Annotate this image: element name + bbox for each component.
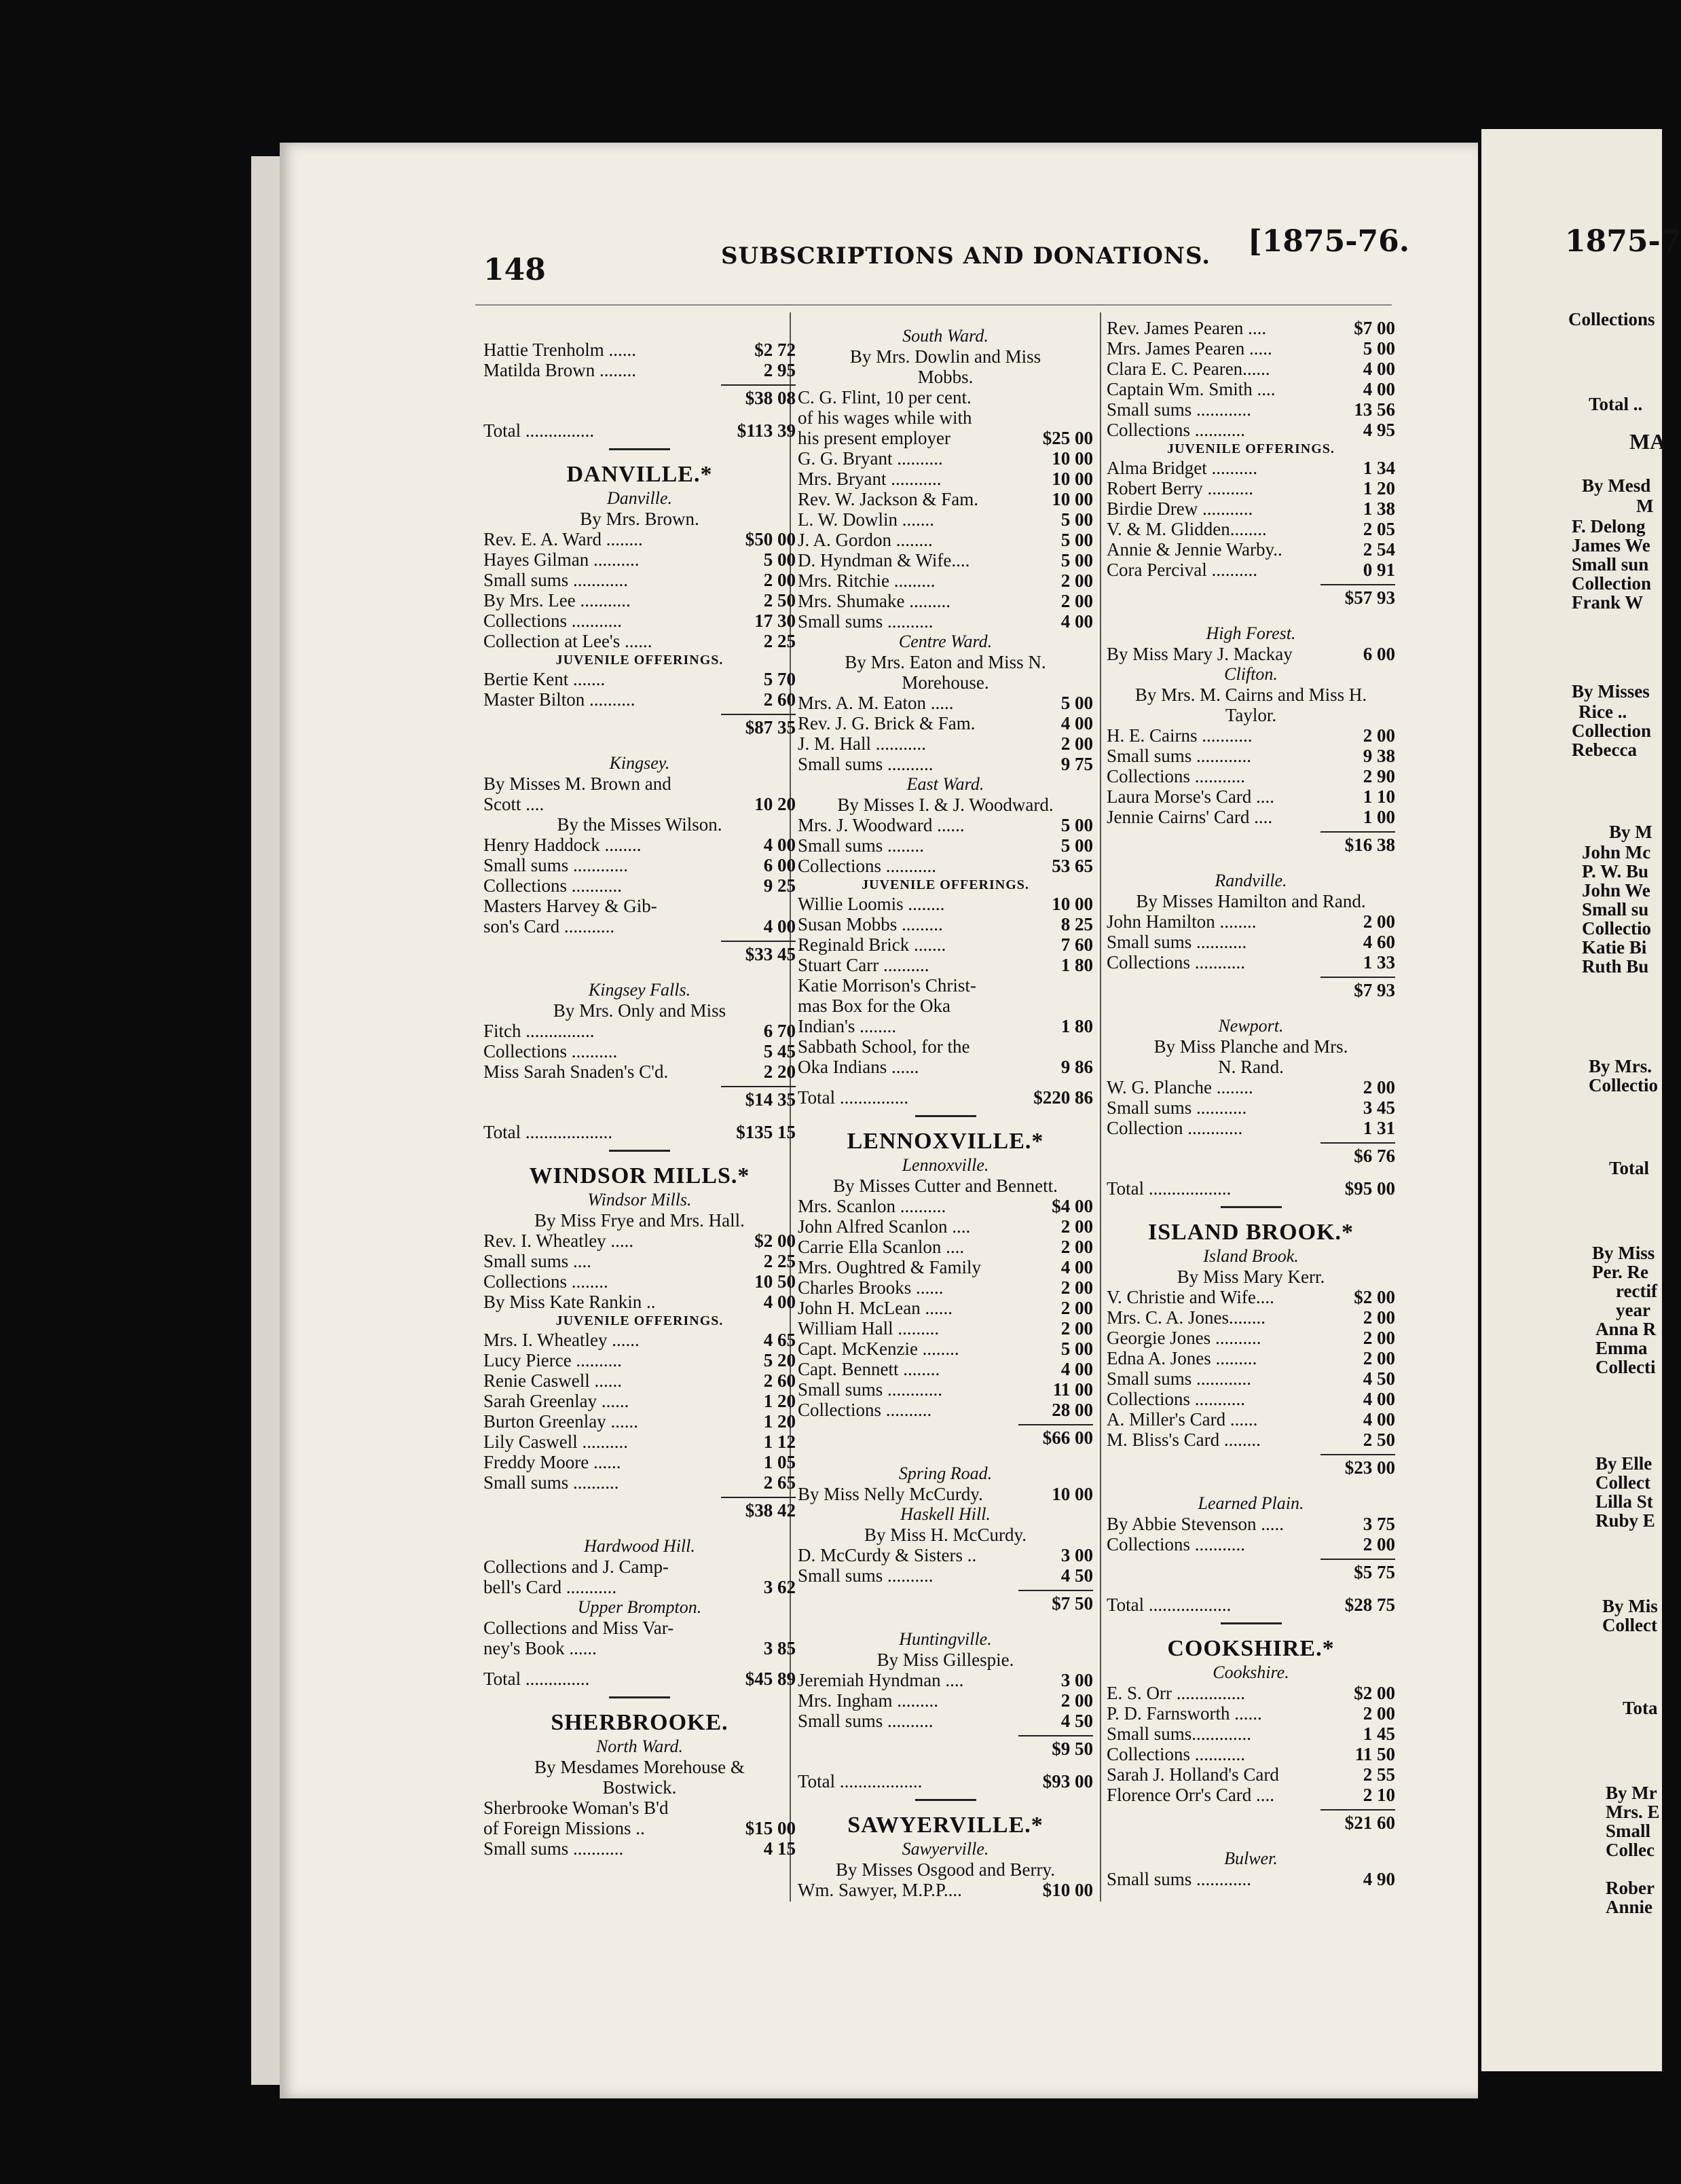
entry-row: Clara E. C. Pearen...... 4 00: [1107, 359, 1395, 379]
entry-row: Miss Sarah Snaden's C'd. 2 20: [483, 1061, 796, 1082]
entry-row: Mrs. I. Wheatley ...... 4 65: [483, 1330, 796, 1350]
entry-row: H. E. Cairns ........... 2 00: [1107, 725, 1395, 746]
locality-name: Cookshire.: [1213, 1662, 1289, 1682]
entry-row: A. Miller's Card ...... 4 00: [1107, 1409, 1395, 1430]
facing-page-year: 1875-7: [1565, 224, 1681, 259]
facing-line: Small su: [1582, 899, 1649, 920]
facing-line: Katie Bi: [1582, 937, 1647, 958]
entry-row: Stuart Carr .......... 1 80: [798, 955, 1093, 975]
entry-row: Birdie Drew ........... 1 38: [1107, 498, 1395, 519]
facing-line: Lilla St: [1595, 1491, 1653, 1512]
entry-row: Small sums ........... 3 45: [1107, 1097, 1395, 1118]
facing-line: Anna R: [1595, 1319, 1657, 1339]
subtotal: $66 00: [1018, 1424, 1093, 1450]
entry-row: Collections ........... 2 90: [1107, 766, 1395, 786]
entry-row: Small sums ........... 4 15: [483, 1838, 796, 1859]
entry-row: Bertie Kent ....... 5 70: [483, 669, 796, 689]
entry-row: Katie Morrison's Christ-: [798, 975, 976, 996]
entry-row: Wm. Sawyer, M.P.P.... $10 00: [798, 1880, 1093, 1900]
entry-row: Willie Loomis ........ 10 00: [798, 894, 1093, 914]
total-row: Total .............. $45 89: [483, 1669, 796, 1689]
entry-row: Robert Berry .......... 1 20: [1107, 478, 1395, 498]
entry-row: Master Bilton .......... 2 60: [483, 689, 796, 710]
collector-line: By Mrs. Only and Miss: [553, 1000, 726, 1021]
facing-line: By Misses: [1572, 681, 1650, 702]
entry-row: Collections ........... 11 50: [1107, 1744, 1395, 1764]
facing-line: Rice ..: [1578, 702, 1627, 722]
entry-row: Masters Harvey & Gib-: [483, 896, 657, 916]
entry-row: Collections ........... 9 25: [483, 875, 796, 896]
facing-line: Collectio: [1589, 1075, 1658, 1095]
entry-row: Mrs. Ingham ......... 2 00: [798, 1690, 1093, 1711]
facing-line: Frank W: [1572, 592, 1644, 613]
entry-row: Collections .......... 5 45: [483, 1041, 796, 1061]
juvenile-heading: JUVENILE OFFERINGS.: [862, 877, 1029, 892]
column-2: [798, 326, 1093, 1900]
column-divider-2: [1100, 312, 1101, 1901]
section-heading-windsor-mills: WINDSOR MILLS.*: [529, 1163, 750, 1188]
entry-row: L. W. Dowlin ....... 5 00: [798, 509, 1093, 530]
entry-row: Mrs. Ritchie ......... 2 00: [798, 570, 1093, 591]
entry-row: Susan Mobbs ......... 8 25: [798, 914, 1093, 934]
facing-line: Mrs. E: [1606, 1802, 1660, 1822]
collector-line: By Mesdames Morehouse &: [534, 1757, 745, 1777]
entry-row: Lucy Pierce .......... 5 20: [483, 1350, 796, 1370]
entry-row: Small sums .......... 4 50: [798, 1565, 1093, 1586]
entry-row: Edna A. Jones ......... 2 00: [1107, 1348, 1395, 1368]
subtotal: $7 93: [1320, 977, 1395, 1002]
collector-line: By Misses Cutter and Bennett.: [833, 1176, 1058, 1196]
facing-line: M: [1636, 496, 1654, 516]
section-heading-danville: DANVILLE.*: [566, 462, 713, 487]
entry-row: Sabbath School, for the: [798, 1036, 970, 1057]
facing-line: Small sun: [1572, 554, 1649, 575]
collector-line: By Miss Planche and Mrs.: [1153, 1036, 1348, 1057]
entry-row: Collections ........... 4 95: [1107, 420, 1395, 440]
entry-row: V. Christie and Wife.... $2 00: [1107, 1287, 1395, 1307]
entry-row: Sarah Greenlay ...... 1 20: [483, 1391, 796, 1411]
facing-line: Collections: [1568, 309, 1655, 329]
entry-row: Rev. E. A. Ward ........ $50 00: [483, 529, 796, 549]
locality-name: Centre Ward.: [898, 632, 993, 651]
locality-name: South Ward.: [902, 326, 989, 346]
facing-line: James We: [1572, 535, 1650, 556]
page-year: [1875-76.: [1248, 224, 1410, 259]
entry-row: Small sums .......... 9 75: [798, 754, 1093, 774]
entry-row: Mrs. Bryant ........... 10 00: [798, 469, 1093, 489]
entry-row: J. M. Hall ........... 2 00: [798, 733, 1093, 754]
entry-row: By Misses M. Brown and: [483, 774, 671, 794]
subtotal: $38 42: [721, 1497, 796, 1523]
subtotal: $6 76: [1320, 1142, 1395, 1168]
juvenile-heading: JUVENILE OFFERINGS.: [1167, 441, 1335, 456]
total-row: Total .................. $28 75: [1107, 1595, 1395, 1615]
locality-name: Clifton.: [1224, 664, 1278, 684]
locality-name: Haskell Hill.: [900, 1504, 991, 1524]
entry-row: Mrs. James Pearen ..... 5 00: [1107, 338, 1395, 359]
entry-row: Cora Percival .......... 0 91: [1107, 560, 1395, 580]
collector-line: By Mrs. M. Cairns and Miss H.: [1134, 685, 1367, 705]
facing-line: Collectio: [1582, 918, 1651, 939]
entry-row: Oka Indians ...... 9 86: [798, 1057, 1093, 1077]
page-title: SUBSCRIPTIONS AND DONATIONS.: [721, 242, 1211, 270]
entry-row: Collections and J. Camp-: [483, 1557, 669, 1577]
entry-row: John Hamilton ........ 2 00: [1107, 911, 1395, 932]
locality-name: Randville.: [1215, 871, 1287, 890]
entry-row: Collections ........ 10 50: [483, 1271, 796, 1292]
locality-name: Hardwood Hill.: [584, 1536, 695, 1556]
facing-line: Per. Re: [1592, 1262, 1648, 1282]
section-heading-sawyerville: SAWYERVILLE.*: [847, 1813, 1043, 1838]
subtotal: $21 60: [1320, 1809, 1395, 1835]
collector-line: By Miss Gillespie.: [876, 1650, 1014, 1670]
locality-name: Huntingville.: [899, 1629, 992, 1649]
entry-row: mas Box for the Oka: [798, 996, 950, 1016]
header-rule: [475, 304, 1392, 306]
entry-row: P. D. Farnsworth ...... 2 00: [1107, 1703, 1395, 1724]
entry-row: Small sums ............ 13 56: [1107, 399, 1395, 420]
collector-line: By Miss Mary Kerr.: [1177, 1267, 1325, 1287]
subtotal: $5 75: [1320, 1559, 1395, 1584]
entry-row: of Foreign Missions .. $15 00: [483, 1818, 796, 1838]
facing-line: John Mc: [1582, 842, 1651, 862]
entry-row: W. G. Planche ........ 2 00: [1107, 1077, 1395, 1097]
locality-name: Windsor Mills.: [587, 1190, 692, 1209]
section-rule: [915, 1799, 976, 1801]
subtotal: $33 45: [721, 941, 796, 966]
danville-rows: [483, 529, 796, 651]
entry-row: Carrie Ella Scanlon .... 2 00: [798, 1237, 1093, 1257]
entry-row: Sarah J. Holland's Card 2 55: [1107, 1764, 1395, 1785]
entry-row: G. G. Bryant .......... 10 00: [798, 448, 1093, 469]
entry-row: Collections and Miss Var-: [483, 1618, 674, 1638]
entry-row: Small sums ............ 4 90: [1107, 1869, 1395, 1889]
collector-line: By Misses I. & J. Woodward.: [837, 795, 1054, 815]
entry-row: Scott .... 10 20: [483, 794, 796, 814]
subtotal: $57 93: [1320, 584, 1395, 610]
entry-row: bell's Card ........... 3 62: [483, 1577, 796, 1597]
facing-line: By Mesd: [1582, 475, 1651, 496]
entry-row: John H. McLean ...... 2 00: [798, 1298, 1093, 1318]
entry-row: Charles Brooks ...... 2 00: [798, 1277, 1093, 1298]
collector-line: Bostwick.: [602, 1777, 677, 1798]
facing-line: Ruby E: [1595, 1510, 1655, 1531]
subtotal: $23 00: [1320, 1454, 1395, 1480]
locality-name: High Forest.: [1206, 623, 1296, 643]
facing-line: Small: [1606, 1821, 1651, 1841]
facing-line: By Mr: [1606, 1783, 1657, 1803]
entry-row: Collections ........... 17 30: [483, 611, 796, 631]
juvenile-heading: JUVENILE OFFERINGS.: [555, 1313, 724, 1328]
entry-row: Rev. James Pearen .... $7 00: [1107, 318, 1395, 338]
entry-row: ney's Book ...... 3 85: [483, 1638, 796, 1658]
collector-line: Mobbs.: [917, 367, 974, 387]
entry-row: Collection at Lee's ...... 2 25: [483, 631, 796, 651]
entry-row: Mrs. C. A. Jones........ 2 00: [1107, 1307, 1395, 1328]
collector-line: By Misses Hamilton and Rand.: [1136, 891, 1366, 911]
facing-line: P. W. Bu: [1582, 861, 1649, 881]
entry-row: Fitch ............... 6 70: [483, 1021, 796, 1041]
entry-row: Reginald Brick ....... 7 60: [798, 934, 1093, 955]
collector-line: By Mrs. Brown.: [580, 509, 699, 529]
entry-row: By Mrs. Lee ........... 2 50: [483, 590, 796, 611]
collector-line: Taylor.: [1225, 705, 1277, 725]
collector-line: By Misses Osgood and Berry.: [836, 1859, 1055, 1880]
section-rule: [609, 1696, 670, 1698]
entry-row: Henry Haddock ........ 4 00: [483, 835, 796, 855]
facing-line: Tota: [1623, 1698, 1658, 1718]
section-rule: [1221, 1622, 1282, 1624]
total-row: Total ............... $220 86: [798, 1087, 1093, 1108]
entry-row: Mrs. Shumake ......... 2 00: [798, 591, 1093, 611]
entry-row: Mrs. Scanlon .......... $4 00: [798, 1196, 1093, 1216]
section-heading-sherbrooke: SHERBROOKE.: [551, 1710, 728, 1735]
subtotal: $87 35: [721, 714, 796, 740]
facing-line: By Elle: [1595, 1453, 1652, 1474]
entry-row: his present employer $25 00: [798, 428, 1093, 448]
facing-line: Annie: [1606, 1897, 1653, 1917]
entry-row: Rev. J. G. Brick & Fam. 4 00: [798, 713, 1093, 733]
facing-line: By Mis: [1602, 1596, 1658, 1616]
facing-line: rectif: [1616, 1281, 1657, 1301]
entry-row: Collections ........... 2 00: [1107, 1534, 1395, 1554]
facing-line: Collection: [1572, 573, 1651, 594]
entry-row: Small sums ............ 9 38: [1107, 746, 1395, 766]
entry-row: Rev. W. Jackson & Fam. 10 00: [798, 489, 1093, 509]
collector-line: By Mrs. Eaton and Miss N.: [845, 652, 1046, 672]
entry-row: Collections ........... 1 33: [1107, 952, 1395, 972]
facing-line: F. Delong: [1572, 516, 1646, 536]
entry-row: Alma Bridget .......... 1 34: [1107, 458, 1395, 478]
entry-row: Small sums ........... 4 60: [1107, 932, 1395, 952]
facing-line: Collect: [1602, 1615, 1657, 1635]
entry-row: Freddy Moore ...... 1 05: [483, 1452, 796, 1472]
entry-row: Small sums ............ 4 50: [1107, 1368, 1395, 1389]
subtotal: $9 50: [1018, 1735, 1093, 1761]
entry-row: Small sums ........ 5 00: [798, 835, 1093, 856]
entry-row: C. G. Flint, 10 per cent.: [798, 387, 972, 407]
facing-page-column: [1568, 309, 1666, 1952]
entry-row: Captain Wm. Smith .... 4 00: [1107, 379, 1395, 399]
facing-line: By M: [1609, 822, 1652, 842]
section-heading-island-brook: ISLAND BROOK.*: [1147, 1220, 1354, 1245]
facing-line: Total: [1609, 1158, 1650, 1178]
facing-line: Collec: [1606, 1840, 1655, 1860]
locality-name: North Ward.: [595, 1736, 684, 1756]
collector-line: By Mrs. Dowlin and Miss: [849, 346, 1041, 367]
entry-row: Small sums ............ 2 00: [483, 570, 796, 590]
entry-row: Capt. Bennett ........ 4 00: [798, 1359, 1093, 1379]
entry-row: By Abbie Stevenson ..... 3 75: [1107, 1514, 1395, 1534]
entry-row: M. Bliss's Card ........ 2 50: [1107, 1430, 1395, 1450]
facing-line: MA: [1629, 429, 1666, 454]
entry-row: of his wages while with: [798, 407, 972, 428]
entry-row: Capt. McKenzie ........ 5 00: [798, 1339, 1093, 1359]
entry-row: Florence Orr's Card .... 2 10: [1107, 1785, 1395, 1805]
entry-row: Collections ........... 53 65: [798, 856, 1093, 876]
entry-row: Mrs. J. Woodward ...... 5 00: [798, 815, 1093, 835]
entry-row: By Miss Mary J. Mackay 6 00: [1107, 644, 1395, 664]
entry-row: Hattie Trenholm ...... $2 72: [483, 340, 796, 360]
locality-name: Lennoxville.: [902, 1155, 989, 1175]
facing-line: year: [1616, 1300, 1650, 1320]
subtotal: $16 38: [1320, 831, 1395, 857]
total-row: Total .................. $93 00: [798, 1771, 1093, 1791]
locality-name: Danville.: [606, 488, 673, 508]
facing-line: John We: [1582, 880, 1650, 900]
facing-line: Rober: [1606, 1878, 1655, 1898]
facing-line: Collect: [1595, 1472, 1650, 1493]
entry-row: Mrs. Oughtred & Family 4 00: [798, 1257, 1093, 1277]
entry-row: D. Hyndman & Wife.... 5 00: [798, 550, 1093, 570]
facing-line: Collection: [1572, 721, 1651, 741]
locality-name: Upper Brompton.: [577, 1597, 702, 1617]
locality-name: Kingsey.: [609, 753, 670, 773]
juvenile-heading: JUVENILE OFFERINGS.: [555, 653, 724, 668]
entry-row: Small sums ............ 6 00: [483, 855, 796, 875]
entry-row: E. S. Orr ............... $2 00: [1107, 1683, 1395, 1703]
section-rule: [609, 448, 670, 450]
total-row: Total .................. $95 00: [1107, 1178, 1395, 1199]
entry-row: Laura Morse's Card .... 1 10: [1107, 786, 1395, 807]
facing-line: Ruth Bu: [1582, 956, 1649, 977]
entry-row: Matilda Brown ........ 2 95: [483, 360, 796, 380]
entry-row: Sherbrooke Woman's B'd: [483, 1798, 669, 1818]
entry-row: Jeremiah Hyndman .... 3 00: [798, 1670, 1093, 1690]
entry-row: Rev. I. Wheatley ..... $2 00: [483, 1231, 796, 1251]
total-row: Total ................... $135 15: [483, 1122, 796, 1142]
locality-name: Island Brook.: [1203, 1246, 1299, 1266]
subtotal: $14 35: [721, 1086, 796, 1112]
facing-line: Rebecca: [1572, 740, 1637, 760]
entry-row: Small sums .... 2 25: [483, 1251, 796, 1271]
entry-row: Lily Caswell .......... 1 12: [483, 1432, 796, 1452]
entry-row: Collections ........... 4 00: [1107, 1389, 1395, 1409]
page-number: 148: [483, 253, 546, 287]
entry-row: Collection ............ 1 31: [1107, 1118, 1395, 1138]
facing-line: By Miss: [1592, 1243, 1655, 1263]
locality-name: Newport.: [1218, 1016, 1284, 1036]
locality-name: East Ward.: [906, 774, 984, 794]
entry-row: John Alfred Scanlon .... 2 00: [798, 1216, 1093, 1237]
total-row: Total ............... $113 39: [483, 420, 796, 441]
entry-row: Indian's ........ 1 80: [798, 1016, 1093, 1036]
facing-line: Collecti: [1595, 1357, 1656, 1377]
collector-line: By the Misses Wilson.: [557, 814, 722, 835]
entry-row: Renie Caswell ...... 2 60: [483, 1370, 796, 1391]
section-rule: [915, 1115, 976, 1117]
collector-line: N. Rand.: [1218, 1057, 1284, 1077]
entry-row: Small sums .......... 4 00: [798, 611, 1093, 632]
entry-row: By Miss Nelly McCurdy. 10 00: [798, 1484, 1093, 1504]
locality-name: Kingsey Falls.: [588, 980, 691, 1000]
locality-name: Sawyerville.: [902, 1839, 989, 1859]
entry-row: Collections .......... 28 00: [798, 1400, 1093, 1420]
entry-row: Small sums .......... 4 50: [798, 1711, 1093, 1731]
column-3: [1107, 318, 1395, 1889]
facing-line: Emma: [1595, 1338, 1648, 1358]
subtotal: $38 08: [721, 384, 796, 410]
entry-row: By Miss Kate Rankin .. 4 00: [483, 1292, 796, 1312]
entry-row: Annie & Jennie Warby.. 2 54: [1107, 539, 1395, 560]
facing-line: By Mrs.: [1589, 1056, 1652, 1076]
collector-line: Morehouse.: [902, 672, 989, 693]
section-heading-cookshire: COOKSHIRE.*: [1167, 1636, 1335, 1661]
facing-line: Total ..: [1589, 394, 1643, 414]
entry-row: Mrs. A. M. Eaton ..... 5 00: [798, 693, 1093, 713]
locality-name: Bulwer.: [1224, 1849, 1278, 1868]
section-rule: [609, 1150, 670, 1152]
collector-line: By Miss Frye and Mrs. Hall.: [534, 1210, 745, 1231]
section-heading-lennoxville: LENNOXVILLE.*: [847, 1129, 1044, 1154]
entry-row: Burton Greenlay ...... 1 20: [483, 1411, 796, 1432]
entry-row: Small sums .......... 2 65: [483, 1472, 796, 1493]
locality-name: Spring Road.: [898, 1463, 993, 1483]
entry-row: D. McCurdy & Sisters .. 3 00: [798, 1545, 1093, 1565]
entry-row: Small sums............. 1 45: [1107, 1724, 1395, 1744]
entry-row: Small sums ............ 11 00: [798, 1379, 1093, 1400]
entry-row: V. & M. Glidden........ 2 05: [1107, 519, 1395, 539]
entry-row: son's Card ........... 4 00: [483, 916, 796, 936]
entry-row: J. A. Gordon ........ 5 00: [798, 530, 1093, 550]
column-1: [483, 340, 796, 1859]
entry-row: Georgie Jones .......... 2 00: [1107, 1328, 1395, 1348]
section-rule: [1221, 1206, 1282, 1208]
subtotal: $7 50: [1018, 1590, 1093, 1616]
collector-line: By Miss H. McCurdy.: [864, 1525, 1027, 1545]
locality-name: Learned Plain.: [1198, 1493, 1304, 1513]
entry-row: Jennie Cairns' Card .... 1 00: [1107, 807, 1395, 827]
entry-row: Hayes Gilman .......... 5 00: [483, 549, 796, 570]
entry-row: William Hall ......... 2 00: [798, 1318, 1093, 1339]
